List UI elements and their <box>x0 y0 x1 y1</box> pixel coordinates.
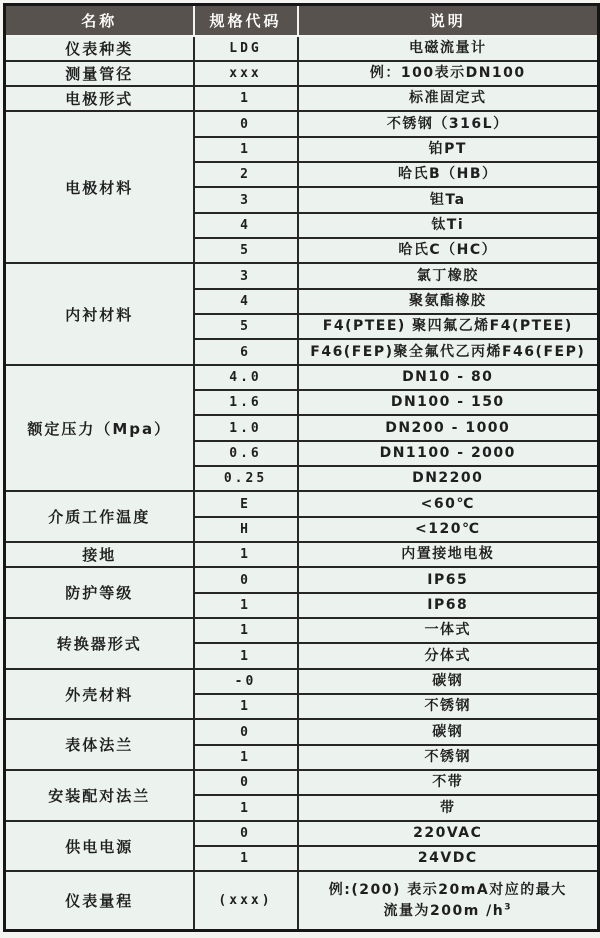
desc-cell: DN10 - 80 <box>298 365 599 390</box>
desc-cell: 一体式 <box>298 618 599 643</box>
group-name-cell: 防护等级 <box>5 567 194 618</box>
desc-cell: 220VAC <box>298 821 599 846</box>
group-name-cell: 额定压力（Mpa） <box>5 365 194 492</box>
code-cell: 0 <box>194 567 298 592</box>
desc-cell: IP68 <box>298 593 599 618</box>
desc-cell: F4(PTEE) 聚四氟乙烯F4(PTEE) <box>298 314 599 339</box>
range-desc-superscript: 3 <box>504 902 513 912</box>
desc-cell: 不锈钢 <box>298 694 599 719</box>
spec-table <box>3 3 600 932</box>
table-row <box>5 86 599 111</box>
header-cell-code: 规格代码 <box>194 5 298 36</box>
group-name-cell: 介质工作温度 <box>5 491 194 542</box>
code-cell: 5 <box>194 314 298 339</box>
code-cell: 3 <box>194 187 298 212</box>
group-name-cell: 安装配对法兰 <box>5 770 194 821</box>
code-cell: 0 <box>194 719 298 744</box>
desc-cell: 铂PT <box>298 137 599 162</box>
desc-cell: DN2200 <box>298 466 599 491</box>
desc-cell: 哈氏B（HB） <box>298 162 599 187</box>
group-name-cell: 外壳材料 <box>5 669 194 720</box>
code-cell: 1 <box>194 795 298 820</box>
code-cell: 1.6 <box>194 390 298 415</box>
desc-cell: 碳钢 <box>298 669 599 694</box>
table-row <box>5 821 599 846</box>
code-cell: 4 <box>194 289 298 314</box>
desc-cell: 不锈钢（316L） <box>298 111 599 136</box>
desc-cell: F46(FEP)聚全氟代乙丙烯F46(FEP) <box>298 339 599 364</box>
code-cell: 4 <box>194 213 298 238</box>
desc-cell: 不锈钢 <box>298 745 599 770</box>
code-cell: (xxx) <box>194 871 298 930</box>
group-name-cell: 测量管径 <box>5 61 194 86</box>
code-cell: 3 <box>194 263 298 288</box>
desc-cell: DN200 - 1000 <box>298 415 599 440</box>
desc-cell: 氯丁橡胶 <box>298 263 599 288</box>
code-cell: 2 <box>194 162 298 187</box>
desc-cell: 标准固定式 <box>298 86 599 111</box>
code-cell: 4.0 <box>194 365 298 390</box>
desc-cell: IP65 <box>298 567 599 592</box>
header-row <box>5 5 599 36</box>
desc-cell: 电磁流量计 <box>298 36 599 61</box>
group-name-cell: 转换器形式 <box>5 618 194 669</box>
code-cell: 1 <box>194 846 298 871</box>
code-cell: -0 <box>194 669 298 694</box>
table-row <box>5 567 599 592</box>
desc-cell: 钛Ti <box>298 213 599 238</box>
code-cell: H <box>194 517 298 542</box>
group-name-cell: 供电电源 <box>5 821 194 872</box>
desc-cell: 内置接地电极 <box>298 542 599 567</box>
desc-cell: 分体式 <box>298 643 599 668</box>
code-cell: LDG <box>194 36 298 61</box>
desc-cell: DN100 - 150 <box>298 390 599 415</box>
desc-cell: 哈氏C（HC） <box>298 238 599 263</box>
desc-cell: 碳钢 <box>298 719 599 744</box>
desc-cell: <120℃ <box>298 517 599 542</box>
desc-cell: <60℃ <box>298 491 599 516</box>
desc-cell: 带 <box>298 795 599 820</box>
group-name-cell: 电极材料 <box>5 111 194 263</box>
desc-cell: 24VDC <box>298 846 599 871</box>
desc-cell: DN1100 - 2000 <box>298 441 599 466</box>
table-row <box>5 111 599 136</box>
header-cell-desc: 说明 <box>298 5 599 36</box>
range-desc-line1: 例:(200) 表示20mA对应的最大 <box>328 881 567 898</box>
code-cell: 0 <box>194 770 298 795</box>
group-name-cell: 电极形式 <box>5 86 194 111</box>
desc-cell: 例：100表示DN100 <box>298 61 599 86</box>
code-cell: 1 <box>194 745 298 770</box>
table-row <box>5 618 599 643</box>
code-cell: 1 <box>194 618 298 643</box>
desc-cell: 不带 <box>298 770 599 795</box>
code-cell: 0 <box>194 821 298 846</box>
code-cell: 1 <box>194 694 298 719</box>
table-row <box>5 263 599 288</box>
header-cell-name: 名称 <box>5 5 194 36</box>
table-row <box>5 669 599 694</box>
group-name-cell: 表体法兰 <box>5 719 194 770</box>
range-desc-line2: 流量为200m /h <box>383 902 505 919</box>
code-cell: 1.0 <box>194 415 298 440</box>
code-cell: 1 <box>194 86 298 111</box>
desc-cell <box>298 871 599 930</box>
code-cell: 1 <box>194 593 298 618</box>
code-cell: E <box>194 491 298 516</box>
code-cell: xxx <box>194 61 298 86</box>
table-row <box>5 542 599 567</box>
desc-cell: 聚氨酯橡胶 <box>298 289 599 314</box>
code-cell: 0 <box>194 111 298 136</box>
code-cell: 0.25 <box>194 466 298 491</box>
code-cell: 1 <box>194 643 298 668</box>
group-name-cell: 仪表种类 <box>5 36 194 61</box>
table-row <box>5 871 599 930</box>
code-cell: 6 <box>194 339 298 364</box>
code-cell: 1 <box>194 542 298 567</box>
table-row <box>5 365 599 390</box>
desc-cell: 钽Ta <box>298 187 599 212</box>
table-row <box>5 770 599 795</box>
group-name-cell: 内衬材料 <box>5 263 194 364</box>
table-row <box>5 719 599 744</box>
code-cell: 0.6 <box>194 441 298 466</box>
code-cell: 5 <box>194 238 298 263</box>
table-row <box>5 61 599 86</box>
group-name-cell: 接地 <box>5 542 194 567</box>
table-row <box>5 36 599 61</box>
code-cell: 1 <box>194 137 298 162</box>
table-row <box>5 491 599 516</box>
group-name-cell: 仪表量程 <box>5 871 194 930</box>
